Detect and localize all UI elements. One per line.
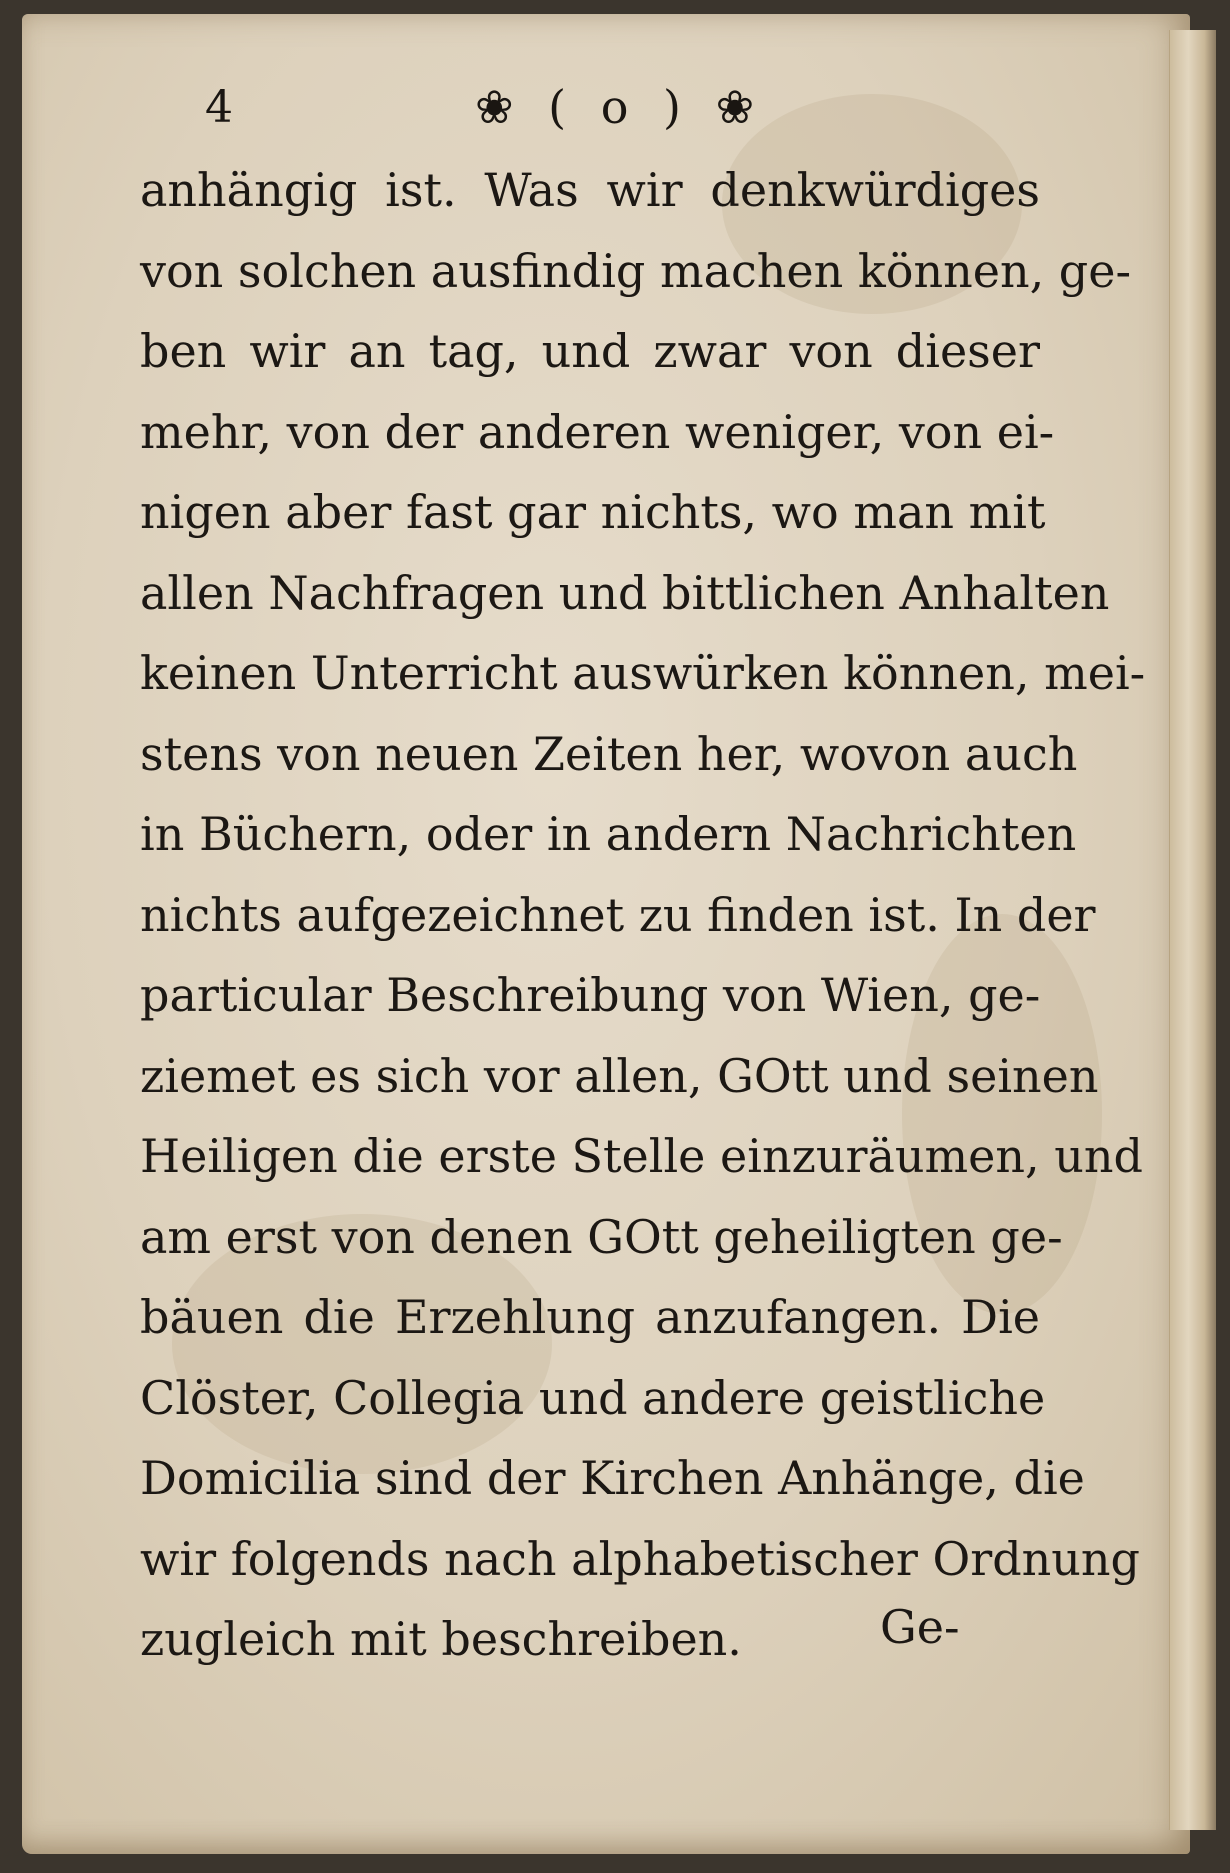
running-head-ornament: ❀ ( o ) ❀ — [475, 80, 765, 134]
text-line: particular Beschreibung von Wien, ge- — [140, 968, 1041, 1022]
text-line: Clöster, Collegia und andere geistliche — [140, 1370, 1046, 1425]
catchword: Ge- — [880, 1600, 960, 1654]
text-line: ziemet es sich vor allen, GOtt und seinen — [140, 1048, 1099, 1103]
text-line: Heiligen die erste Stelle einzuräumen, und — [140, 1129, 1143, 1183]
text-line: ben wir an tag, und zwar von dieser — [140, 324, 1040, 378]
text-line: wir folgends nach alphabetischer Ordnung — [140, 1531, 1140, 1586]
text-line: mehr, von der anderen weniger, von ei- — [140, 404, 1055, 459]
text-line: bäuen die Erzehlung anzufangen. Die — [140, 1290, 1040, 1344]
text-line: Domicilia sind der Kirchen Anhänge, die — [140, 1451, 1085, 1505]
text-line: in Büchern, oder in andern Nachrichten — [140, 807, 1077, 861]
body-text — [140, 150, 1146, 1680]
page-edge — [1169, 30, 1216, 1830]
text-line: keinen Unterricht auswürken können, mei- — [140, 646, 1146, 700]
page-header — [0, 82, 1230, 142]
text-line: anhängig ist. Was wir denkwürdiges — [140, 163, 1040, 217]
text-line: von solchen ausfindig machen können, ge- — [140, 243, 1132, 298]
text-line: stens von neuen Zeiten her, wovon auch — [140, 726, 1078, 781]
text-line: am erst von denen GOtt geheiligten ge- — [140, 1209, 1063, 1264]
text-line: allen Nachfragen und bittlichen Anhalten — [140, 565, 1110, 620]
text-line: zugleich mit beschreiben. — [140, 1612, 742, 1666]
page-number: 4 — [205, 82, 233, 133]
text-line: nichts aufgezeichnet zu finden ist. In der — [140, 887, 1096, 942]
text-line: nigen aber fast gar nichts, wo man mit — [140, 485, 1046, 539]
